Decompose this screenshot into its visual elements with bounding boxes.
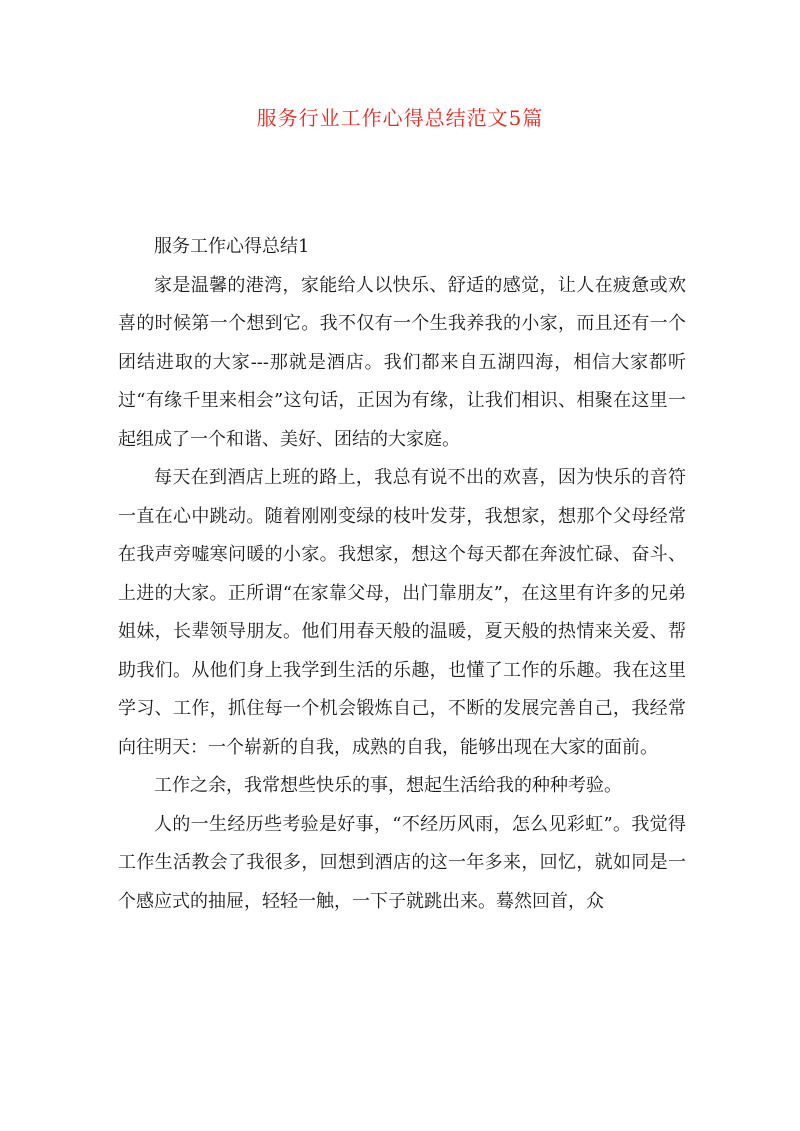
paragraph: 人的一生经历些考验是好事，“不经历风雨，怎么见彩虹”。我觉得工作生活教会了我很多，回想到酒店的这一年多来，回忆，就如同是一个感应式的抽屉，轻轻一触，一下子就跳出来。蓦然回首，众 (118, 813, 686, 912)
section-heading: 服务工作心得总结1 (154, 236, 310, 257)
paragraph: 工作之余，我常想些快乐的事，想起生活给我的种种考验。 (154, 775, 622, 796)
paragraph: 家是温馨的港湾，家能给人以快乐、舒适的感觉，让人在疲惫或欢喜的时候第一个想到它。我不仅有一个生我养我的小家，而且还有一个团结进取的大家---那就是酒店。我们都来自五湖四海，相信大家都听过“有缘千里来相会”这句话，正因为有缘，让我们相识、相聚在这里一起组成了一个和谐、美好、团结的大家庭。 (118, 274, 686, 450)
document-title: 服务行业工作心得总结范文5篇 (256, 106, 544, 130)
document-body (118, 228, 686, 921)
paragraph: 每天在到酒店上班的路上，我总有说不出的欢喜，因为快乐的音符一直在心中跳动。随着刚刚变绿的枝叶发芽，我想家，想那个父母经常在我声旁嘘寒问暖的小家。我想家，想这个每天都在奔波忙碌、奋斗、上进的大家。正所谓“在家靠父母，出门靠朋友”，在这里有许多的兄弟姐妹，长辈领导朋友。他们用春天般的温暖，夏天般的热情来关爱、帮助我们。从他们身上我学到生活的乐趣，也懂了工作的乐趣。我在这里学习、工作，抓住每一个机会锻炼自己，不断的发展完善自己，我经常向往明天：一个崭新的自我，成熟的自我，能够出现在大家的面前。 (118, 467, 686, 758)
